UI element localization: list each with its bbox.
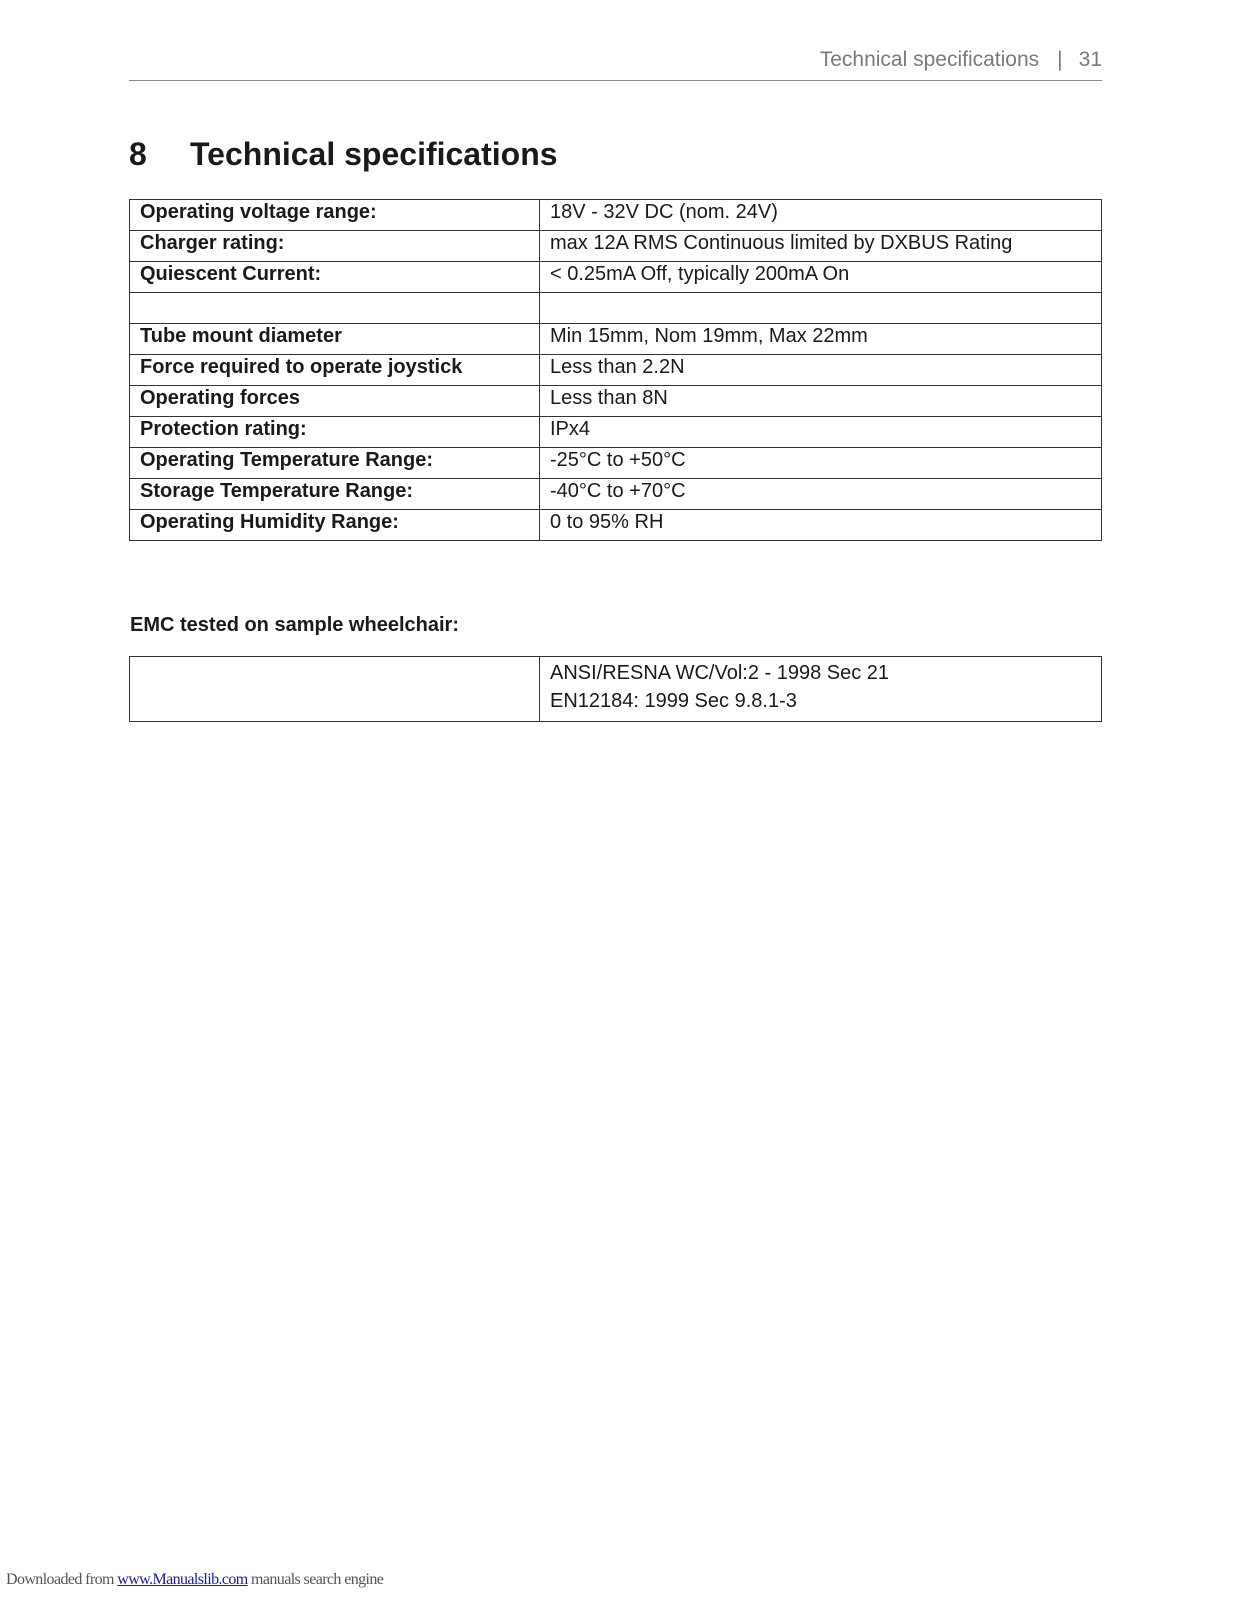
- emc-standards: [540, 657, 1102, 722]
- spec-label: Force required to operate joystick: [130, 355, 540, 386]
- header-page-number: 31: [1078, 48, 1102, 71]
- table-row: [130, 448, 1102, 479]
- footer-prefix: Downloaded from: [6, 1571, 118, 1588]
- spec-value: 18V - 32V DC (nom. 24V): [540, 200, 1102, 231]
- spec-value: Less than 2.2N: [540, 355, 1102, 386]
- spec-table: [129, 199, 1102, 541]
- spec-value: -40°C to +70°C: [540, 479, 1102, 510]
- spec-value: Less than 8N: [540, 386, 1102, 417]
- emc-label: [130, 657, 540, 722]
- footer-suffix: manuals search engine: [247, 1571, 384, 1588]
- table-row: [130, 417, 1102, 448]
- table-row: [130, 657, 1102, 722]
- spec-label: Operating Temperature Range:: [130, 448, 540, 479]
- spec-value: max 12A RMS Continuous limited by DXBUS Rating: [540, 231, 1102, 262]
- spec-value: IPx4: [540, 417, 1102, 448]
- emc-standard-line: EN12184: 1999 Sec 9.8.1-3: [550, 690, 797, 712]
- emc-heading: EMC tested on sample wheelchair:: [130, 614, 459, 636]
- spec-label: Operating Humidity Range:: [130, 510, 540, 541]
- emc-table: [129, 656, 1102, 722]
- spec-value: -25°C to +50°C: [540, 448, 1102, 479]
- chapter-heading: [129, 136, 558, 173]
- table-row: [130, 200, 1102, 231]
- manualslib-link[interactable]: www.Manualslib.com: [117, 1571, 248, 1588]
- chapter-number: 8: [129, 136, 147, 172]
- table-row: [130, 386, 1102, 417]
- running-header: [129, 48, 1102, 81]
- spec-label: Operating voltage range:: [130, 200, 540, 231]
- spec-label: [130, 293, 540, 324]
- table-row-empty: [130, 293, 1102, 324]
- spec-label: Charger rating:: [130, 231, 540, 262]
- emc-standard-line: ANSI/RESNA WC/Vol:2 - 1998 Sec 21: [550, 662, 890, 684]
- table-row: [130, 510, 1102, 541]
- spec-label: Storage Temperature Range:: [130, 479, 540, 510]
- table-row: [130, 231, 1102, 262]
- table-row: [130, 324, 1102, 355]
- spec-label: Operating forces: [130, 386, 540, 417]
- table-row: [130, 262, 1102, 293]
- spec-label: Quiescent Current:: [130, 262, 540, 293]
- spec-label: Protection rating:: [130, 417, 540, 448]
- spec-value: Min 15mm, Nom 19mm, Max 22mm: [540, 324, 1102, 355]
- table-row: [130, 479, 1102, 510]
- table-row: [130, 355, 1102, 386]
- download-footer: [6, 1571, 383, 1589]
- header-separator: |: [1057, 48, 1063, 71]
- header-section-title: Technical specifications: [819, 48, 1040, 71]
- chapter-title: Technical specifications: [190, 136, 558, 172]
- spec-label: Tube mount diameter: [130, 324, 540, 355]
- spec-value: 0 to 95% RH: [540, 510, 1102, 541]
- spec-value: [540, 293, 1102, 324]
- spec-value: < 0.25mA Off, typically 200mA On: [540, 262, 1102, 293]
